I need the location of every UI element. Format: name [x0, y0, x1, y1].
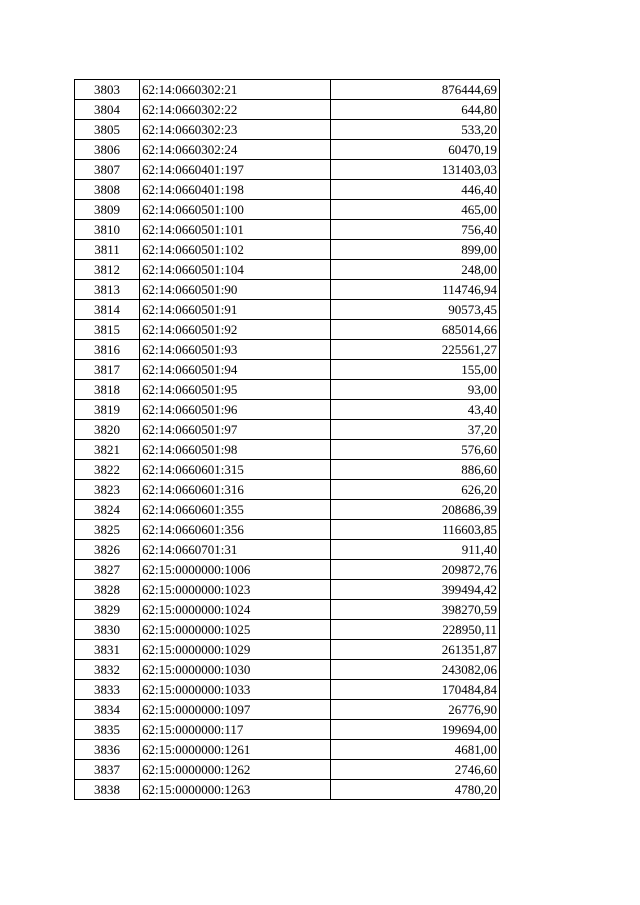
table-row: [75, 160, 500, 180]
table-row: [75, 440, 500, 460]
cadastral-number-cell: 62:14:0660302:23: [140, 120, 331, 140]
value-cell: 4780,20: [331, 780, 500, 800]
value-cell: 131403,03: [331, 160, 500, 180]
row-number-cell: 3803: [75, 80, 140, 100]
cadastral-number-cell: 62:14:0660302:21: [140, 80, 331, 100]
table-row: [75, 660, 500, 680]
row-number-cell: 3807: [75, 160, 140, 180]
row-number-cell: 3806: [75, 140, 140, 160]
table-row: [75, 780, 500, 800]
value-cell: 114746,94: [331, 280, 500, 300]
value-cell: 199694,00: [331, 720, 500, 740]
value-cell: 399494,42: [331, 580, 500, 600]
table-body: [75, 80, 500, 800]
row-number-cell: 3816: [75, 340, 140, 360]
cadastral-number-cell: 62:14:0660501:93: [140, 340, 331, 360]
table-row: [75, 200, 500, 220]
row-number-cell: 3823: [75, 480, 140, 500]
value-cell: 446,40: [331, 180, 500, 200]
table-row: [75, 560, 500, 580]
cadastral-number-cell: 62:14:0660601:355: [140, 500, 331, 520]
value-cell: 228950,11: [331, 620, 500, 640]
value-cell: 116603,85: [331, 520, 500, 540]
cadastral-number-cell: 62:14:0660501:95: [140, 380, 331, 400]
table-row: [75, 540, 500, 560]
value-cell: 533,20: [331, 120, 500, 140]
row-number-cell: 3808: [75, 180, 140, 200]
table-row: [75, 460, 500, 480]
row-number-cell: 3830: [75, 620, 140, 640]
row-number-cell: 3837: [75, 760, 140, 780]
row-number-cell: 3833: [75, 680, 140, 700]
row-number-cell: 3822: [75, 460, 140, 480]
row-number-cell: 3805: [75, 120, 140, 140]
cadastral-number-cell: 62:14:0660601:356: [140, 520, 331, 540]
row-number-cell: 3832: [75, 660, 140, 680]
cadastral-number-cell: 62:15:0000000:1024: [140, 600, 331, 620]
cadastral-number-cell: 62:14:0660601:316: [140, 480, 331, 500]
table-row: [75, 360, 500, 380]
table-row: [75, 320, 500, 340]
row-number-cell: 3828: [75, 580, 140, 600]
cadastral-number-cell: 62:14:0660501:92: [140, 320, 331, 340]
cadastral-number-cell: 62:14:0660501:91: [140, 300, 331, 320]
row-number-cell: 3813: [75, 280, 140, 300]
row-number-cell: 3825: [75, 520, 140, 540]
table-row: [75, 100, 500, 120]
row-number-cell: 3821: [75, 440, 140, 460]
row-number-cell: 3819: [75, 400, 140, 420]
table-row: [75, 680, 500, 700]
cadastral-number-cell: 62:14:0660501:94: [140, 360, 331, 380]
cadastral-number-cell: 62:14:0660401:197: [140, 160, 331, 180]
cadastral-number-cell: 62:14:0660501:102: [140, 240, 331, 260]
value-cell: 465,00: [331, 200, 500, 220]
table-row: [75, 380, 500, 400]
row-number-cell: 3812: [75, 260, 140, 280]
row-number-cell: 3818: [75, 380, 140, 400]
cadastral-number-cell: 62:15:0000000:1023: [140, 580, 331, 600]
value-cell: 243082,06: [331, 660, 500, 680]
value-cell: 208686,39: [331, 500, 500, 520]
table-row: [75, 340, 500, 360]
table-row: [75, 480, 500, 500]
table-row: [75, 740, 500, 760]
value-cell: 576,60: [331, 440, 500, 460]
row-number-cell: 3810: [75, 220, 140, 240]
value-cell: 170484,84: [331, 680, 500, 700]
value-cell: 626,20: [331, 480, 500, 500]
table-row: [75, 640, 500, 660]
value-cell: 644,80: [331, 100, 500, 120]
row-number-cell: 3836: [75, 740, 140, 760]
row-number-cell: 3817: [75, 360, 140, 380]
value-cell: 90573,45: [331, 300, 500, 320]
row-number-cell: 3827: [75, 560, 140, 580]
table-row: [75, 520, 500, 540]
table-row: [75, 620, 500, 640]
cadastral-number-cell: 62:15:0000000:1097: [140, 700, 331, 720]
table-row: [75, 280, 500, 300]
cadastral-number-cell: 62:15:0000000:1262: [140, 760, 331, 780]
cadastral-number-cell: 62:15:0000000:1033: [140, 680, 331, 700]
cadastral-number-cell: 62:14:0660501:96: [140, 400, 331, 420]
value-cell: 4681,00: [331, 740, 500, 760]
table-row: [75, 600, 500, 620]
table-row: [75, 80, 500, 100]
value-cell: 2746,60: [331, 760, 500, 780]
table-row: [75, 720, 500, 740]
table-row: [75, 260, 500, 280]
value-cell: 225561,27: [331, 340, 500, 360]
value-cell: 43,40: [331, 400, 500, 420]
value-cell: 93,00: [331, 380, 500, 400]
value-cell: 60470,19: [331, 140, 500, 160]
cadastral-number-cell: 62:14:0660501:97: [140, 420, 331, 440]
row-number-cell: 3835: [75, 720, 140, 740]
value-cell: 911,40: [331, 540, 500, 560]
row-number-cell: 3838: [75, 780, 140, 800]
table-row: [75, 400, 500, 420]
row-number-cell: 3831: [75, 640, 140, 660]
cadastral-number-cell: 62:15:0000000:1006: [140, 560, 331, 580]
table-row: [75, 180, 500, 200]
table-row: [75, 140, 500, 160]
table-row: [75, 220, 500, 240]
table-row: [75, 120, 500, 140]
cadastral-number-cell: 62:14:0660302:22: [140, 100, 331, 120]
row-number-cell: 3826: [75, 540, 140, 560]
value-cell: 261351,87: [331, 640, 500, 660]
row-number-cell: 3829: [75, 600, 140, 620]
cadastral-number-cell: 62:15:0000000:1263: [140, 780, 331, 800]
table-row: [75, 240, 500, 260]
value-cell: 209872,76: [331, 560, 500, 580]
row-number-cell: 3814: [75, 300, 140, 320]
row-number-cell: 3834: [75, 700, 140, 720]
cadastral-number-cell: 62:14:0660701:31: [140, 540, 331, 560]
value-cell: 899,00: [331, 240, 500, 260]
value-cell: 155,00: [331, 360, 500, 380]
row-number-cell: 3811: [75, 240, 140, 260]
value-cell: 248,00: [331, 260, 500, 280]
row-number-cell: 3824: [75, 500, 140, 520]
table-row: [75, 500, 500, 520]
cadastral-number-cell: 62:14:0660302:24: [140, 140, 331, 160]
table-row: [75, 700, 500, 720]
value-cell: 685014,66: [331, 320, 500, 340]
cadastral-number-cell: 62:15:0000000:1261: [140, 740, 331, 760]
value-cell: 876444,69: [331, 80, 500, 100]
cadastral-number-cell: 62:15:0000000:1025: [140, 620, 331, 640]
table-row: [75, 760, 500, 780]
cadastral-number-cell: 62:14:0660501:100: [140, 200, 331, 220]
cadastral-number-cell: 62:15:0000000:1030: [140, 660, 331, 680]
cadastral-number-cell: 62:15:0000000:1029: [140, 640, 331, 660]
value-cell: 886,60: [331, 460, 500, 480]
cadastral-number-cell: 62:14:0660601:315: [140, 460, 331, 480]
cadastral-number-cell: 62:14:0660501:101: [140, 220, 331, 240]
table-row: [75, 420, 500, 440]
row-number-cell: 3815: [75, 320, 140, 340]
value-cell: 398270,59: [331, 600, 500, 620]
cadastral-number-cell: 62:14:0660501:98: [140, 440, 331, 460]
row-number-cell: 3804: [75, 100, 140, 120]
cadastral-number-cell: 62:15:0000000:117: [140, 720, 331, 740]
row-number-cell: 3820: [75, 420, 140, 440]
value-cell: 756,40: [331, 220, 500, 240]
cadastral-number-cell: 62:14:0660401:198: [140, 180, 331, 200]
value-cell: 26776,90: [331, 700, 500, 720]
table-row: [75, 580, 500, 600]
cadastral-number-cell: 62:14:0660501:104: [140, 260, 331, 280]
row-number-cell: 3809: [75, 200, 140, 220]
cadastral-values-table: [74, 79, 500, 800]
value-cell: 37,20: [331, 420, 500, 440]
table-row: [75, 300, 500, 320]
cadastral-number-cell: 62:14:0660501:90: [140, 280, 331, 300]
